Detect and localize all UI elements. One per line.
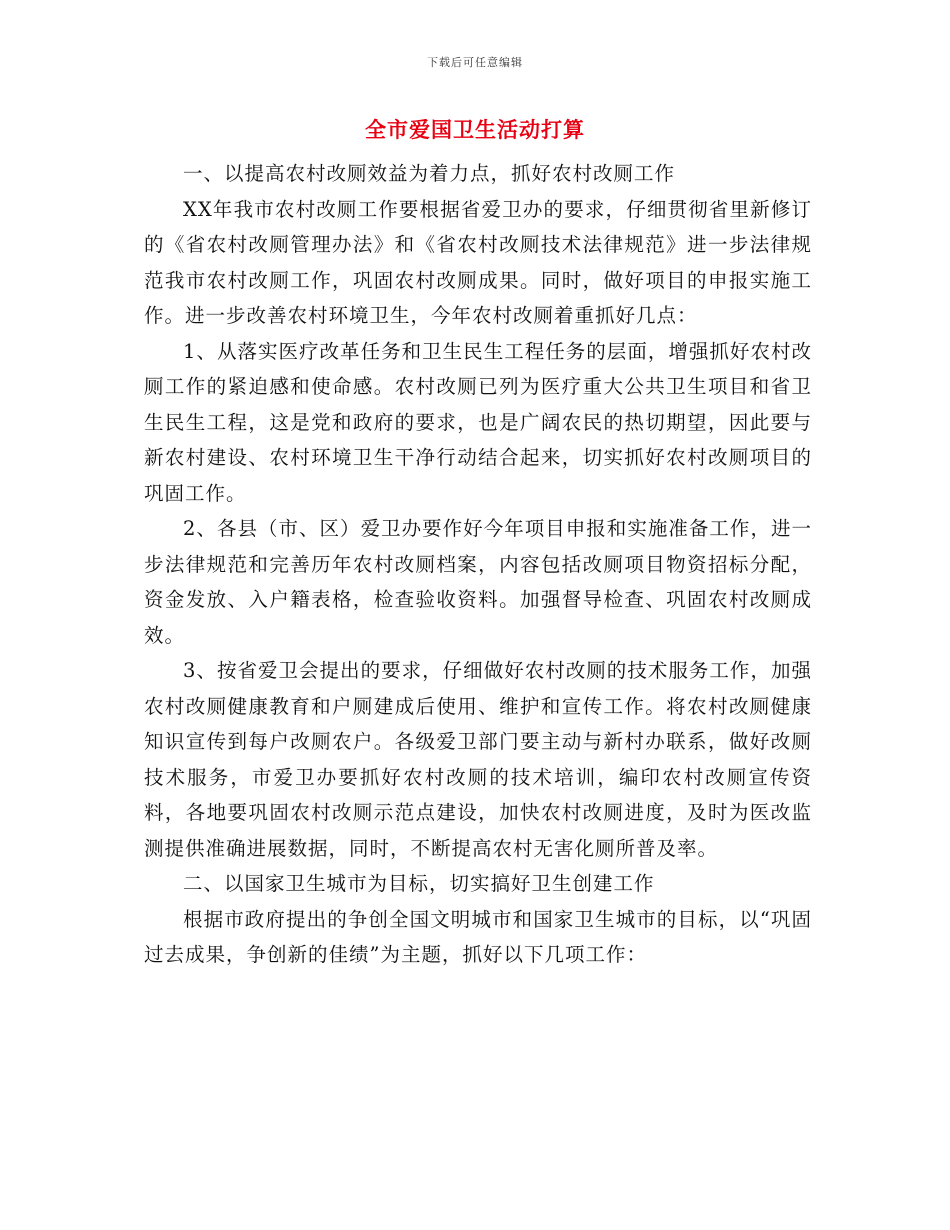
section-heading-1: 一、以提高农村改厕效益为着力点，抓好农村改厕工作 (183, 162, 676, 185)
paragraph-item-3: 3、按省爱卫会提出的要求，仔细做好农村改厕的技术服务工作，加强农村改厕健康教育和户厕建成后使用、维护和宣传工作。将农村改厕健康知识宣传到每户改厕农户。各级爱卫部门要主动与新村办联系，做好改厕技术服务，市爱卫办要抓好农村改厕的技术培训，编印农村改厕宣传资料，各地要巩固农村改厕示范点建设，加快农村改厕进度，及时为医改监测提供准确进展数据，同时，不断提高农村无害化厕所普及率。 (144, 659, 812, 860)
document-title: 全市爱国卫生活动打算 (365, 117, 585, 142)
section-heading-2: 二、以国家卫生城市为目标，切实搞好卫生创建工作 (183, 872, 655, 895)
paragraph-item-2: 2、各县（市、区）爱卫办要作好今年项目申报和实施准备工作，进一步法律规范和完善历年农村改厕档案，内容包括改厕项目物资招标分配，资金发放、入户籍表格，检查验收资料。加强督导检查、巩固农村改厕成效。 (144, 517, 812, 647)
page-header-note: 下载后可任意编辑 (427, 56, 523, 69)
paragraph-item-1: 1、从落实医疗改革任务和卫生民生工程任务的层面，增强抓好农村改厕工作的紧迫感和使命感。农村改厕已列为医疗重大公共卫生项目和省卫生民生工程，这是党和政府的要求，也是广阔农民的热切期望，因此要与新农村建设、农村环境卫生干净行动结合起来，切实抓好农村改厕项目的巩固工作。 (144, 339, 812, 505)
document-body (144, 156, 812, 973)
paragraph-section-2-intro: 根据市政府提出的争创全国文明城市和国家卫生城市的目标，以“巩固过去成果，争创新的佳绩”为主题，抓好以下几项工作： (144, 907, 812, 966)
paragraph-intro: XX年我市农村改厕工作要根据省爱卫办的要求，仔细贯彻省里新修订的《省农村改厕管理办法》和《省农村改厕技术法律规范》进一步法律规范我市农村改厕工作，巩固农村改厕成果。同时，做好项目的申报实施工作。进一步改善农村环境卫生，今年农村改厕着重抓好几点： (144, 197, 812, 327)
